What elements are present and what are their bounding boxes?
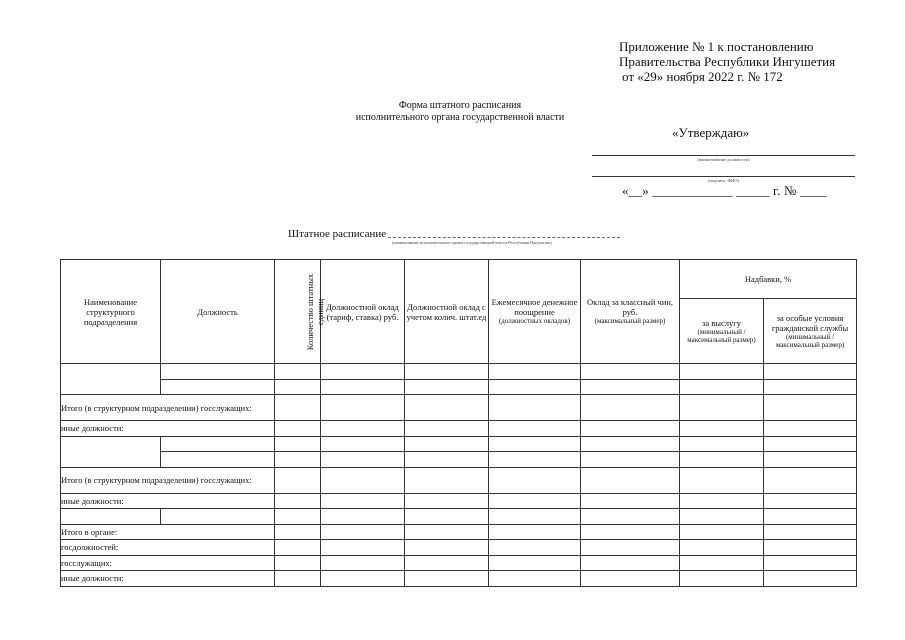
table-row [61,509,857,525]
staff-schedule-table [60,259,857,587]
subtotal-row [61,467,857,493]
header-class-rank [581,260,680,364]
unit-name-cell[interactable] [61,364,161,395]
table-row [61,379,857,395]
header-salary: Должностной оклад (тариф, ставка) руб. [321,260,405,364]
appendix-line-2: Правительства Республики Ингушетия [619,54,836,69]
other-positions-label: иные должности: [61,493,275,509]
table-row [61,436,857,452]
header-seniority-text: за выслугу [702,317,741,328]
form-title-line-1: Форма штатного расписания [398,100,522,111]
gov-positions-label: госдолжностей: [61,540,275,556]
appendix-header [619,39,835,84]
header-class-rank-note: (максимальный размер) [594,317,666,326]
table-row [61,364,857,380]
signature-caption: (подпись, ФИО) [708,178,739,183]
other-positions-label: иные должности: [61,421,275,437]
header-special-conditions [764,299,857,364]
approval-title: «Утверждаю» [672,125,750,140]
other-positions-row [61,421,857,437]
staff-schedule-label: Штатное расписание [288,228,387,240]
header-staff-count [275,260,325,364]
subtotal-label: Итого (в структурном подразделении) госслужащих: [61,395,275,421]
header-allowances: Надбавки, % [680,260,857,299]
organization-name-caption: (наименование исполнительного органа государственной власти Республики Ингушетия) [392,240,552,245]
approval-date-line: «__» ____________ _____ г. № ____ [622,183,827,198]
header-salary-total: Должностной оклад с учетом колич. штат.ед [405,260,489,364]
header-special-conditions-note: (минимальный / максимальный размер) [775,332,845,349]
civil-servants-label: госслужащих: [61,555,275,571]
header-seniority [680,299,764,364]
appendix-line-1: Приложение № 1 к постановлению [619,39,814,54]
subtotal-label: Итого (в структурном подразделении) госслужащих: [61,467,275,493]
total-org-label: Итого в органе: [61,524,275,540]
form-title-line-2: исполнительного органа государственной власти [355,112,565,123]
header-monthly-bonus [489,260,581,364]
unit-name-cell[interactable] [61,436,161,467]
other-positions-label: иные должности: [61,571,275,587]
header-position: Должность [161,260,275,364]
header-seniority-note: (минимальный / максимальный размер) [687,327,756,344]
unit-name-cell[interactable] [61,509,161,525]
appendix-line-3: от «29» ноября 2022 г. № 172 [622,69,783,84]
header-monthly-bonus-text: Ежемесячное денежное поощрение [491,297,578,318]
header-class-rank-text: Оклад за классный чин, руб. [586,297,674,318]
other-positions-row [61,493,857,509]
header-unit-name: Наименование структурного подразделения [61,260,161,364]
form-title [300,100,620,124]
civil-servants-row [61,555,857,571]
header-monthly-bonus-note: (должностных окладов) [498,317,571,326]
table-row [61,452,857,468]
header-staff-count-text: Количество штатных единиц [305,273,325,350]
header-special-conditions-text: за особые условия гражданской службы [771,312,849,333]
gov-positions-row [61,540,857,556]
subtotal-row [61,395,857,421]
other-positions-row [61,571,857,587]
position-caption: (наименование должности) [697,157,750,162]
total-org-row [61,524,857,540]
position-line [592,155,855,156]
signature-line [592,176,855,177]
organization-name-line [388,237,620,238]
